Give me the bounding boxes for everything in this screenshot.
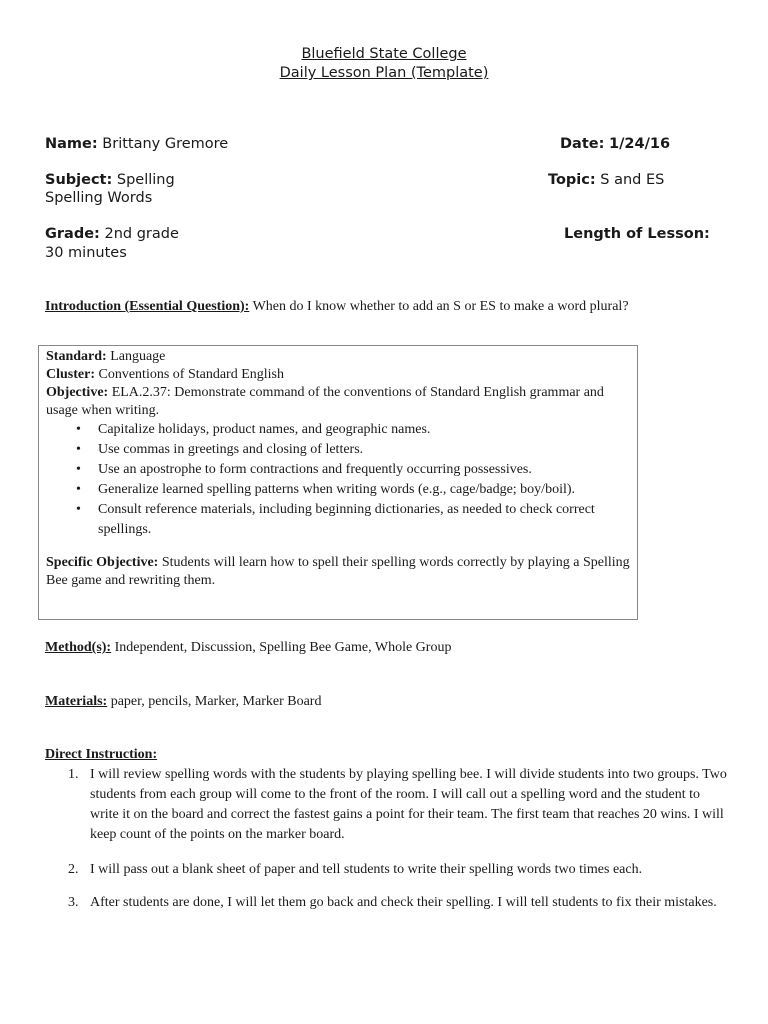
cluster-line	[46, 366, 631, 384]
specific-objective	[46, 554, 631, 590]
grade-value: 2nd grade	[104, 226, 179, 242]
objective-bullets	[46, 420, 631, 540]
name-label: Name:	[45, 136, 98, 152]
instruction-number: 1.	[68, 767, 79, 782]
standard-line	[46, 348, 631, 366]
subject-value-line2: Spelling Words	[45, 190, 153, 206]
direct-instruction-heading	[45, 747, 157, 763]
date-field	[560, 136, 670, 152]
materials-label: Materials:	[45, 694, 108, 709]
topic-value: S and ES	[600, 172, 665, 188]
introduction-text: When do I know whether to add an S or ES to make a word plural?	[252, 299, 629, 314]
objective-value: ELA.2.37: Demonstrate command of the conventions of Standard English grammar and usage when writing.	[46, 385, 604, 418]
specific-objective-value: Students will learn how to spell their spelling words correctly by playing a Spelling Bee game and rewriting them.	[46, 555, 630, 588]
methods-label: Method(s):	[45, 640, 112, 655]
topic-field	[548, 172, 664, 188]
subject-value: Spelling	[116, 172, 175, 188]
template-title: Daily Lesson Plan (Template)	[279, 65, 489, 81]
bullet-item: • Use commas in greetings and closing of letters.	[46, 440, 631, 460]
bullet-item: • Use an apostrophe to form contractions and frequently occurring possessives.	[46, 460, 631, 480]
materials	[45, 694, 321, 710]
bullet-item: • Generalize learned spelling patterns when writing words (e.g., cage/badge; boy/boil).	[46, 480, 631, 500]
instruction-item	[68, 893, 728, 913]
methods	[45, 640, 451, 656]
name-field	[45, 136, 228, 152]
grade-field	[45, 226, 179, 242]
grade-value-line2: 30 minutes	[45, 245, 127, 261]
college-title: Bluefield State College	[301, 46, 467, 62]
bullet-item: • Capitalize holidays, product names, and geographic names.	[46, 420, 631, 440]
date-label: Date:	[560, 136, 605, 152]
grade-label: Grade:	[45, 226, 100, 242]
specific-objective-label: Specific Objective:	[46, 555, 159, 570]
length-label: Length of Lesson:	[564, 226, 710, 242]
cluster-label: Cluster:	[46, 367, 95, 382]
name-value: Brittany Gremore	[102, 136, 229, 152]
instruction-item	[68, 765, 728, 845]
cluster-value: Conventions of Standard English	[98, 367, 284, 382]
standard-label: Standard:	[46, 349, 107, 364]
introduction	[45, 299, 629, 315]
standard-box	[38, 345, 638, 620]
topic-label: Topic:	[548, 172, 596, 188]
subject-label: Subject:	[45, 172, 113, 188]
methods-text: Independent, Discussion, Spelling Bee Game, Whole Group	[114, 640, 452, 655]
instruction-number: 3.	[68, 895, 79, 910]
instruction-text: After students are done, I will let them go back and check their spelling. I will tell students to fix their mistakes.	[90, 895, 717, 910]
instruction-number: 2.	[68, 862, 79, 877]
objective-line	[46, 384, 631, 420]
bullet-item: • Consult reference materials, including beginning dictionaries, as needed to check correct spellings.	[46, 500, 631, 540]
instruction-item	[68, 860, 728, 880]
date-value: 1/24/16	[609, 136, 671, 152]
standard-box-content	[46, 348, 631, 590]
introduction-label: Introduction (Essential Question):	[45, 299, 250, 314]
materials-text: paper, pencils, Marker, Marker Board	[110, 694, 322, 709]
instruction-text: I will review spelling words with the students by playing spelling bee. I will divide students into two groups. Two students from each group will come to the front of the room. I will call out a spelling word and the student to write it on the board and correct the fastest gains a point for their team. The first team that reaches 20 wins. I will keep count of the points on the marker board.	[90, 767, 727, 842]
length-field	[564, 226, 710, 242]
subject-field	[45, 172, 175, 188]
standard-value: Language	[110, 349, 166, 364]
objective-label: Objective:	[46, 385, 109, 400]
instruction-text: I will pass out a blank sheet of paper and tell students to write their spelling words two times each.	[90, 862, 643, 877]
direct-instruction-label: Direct Instruction:	[45, 747, 158, 762]
